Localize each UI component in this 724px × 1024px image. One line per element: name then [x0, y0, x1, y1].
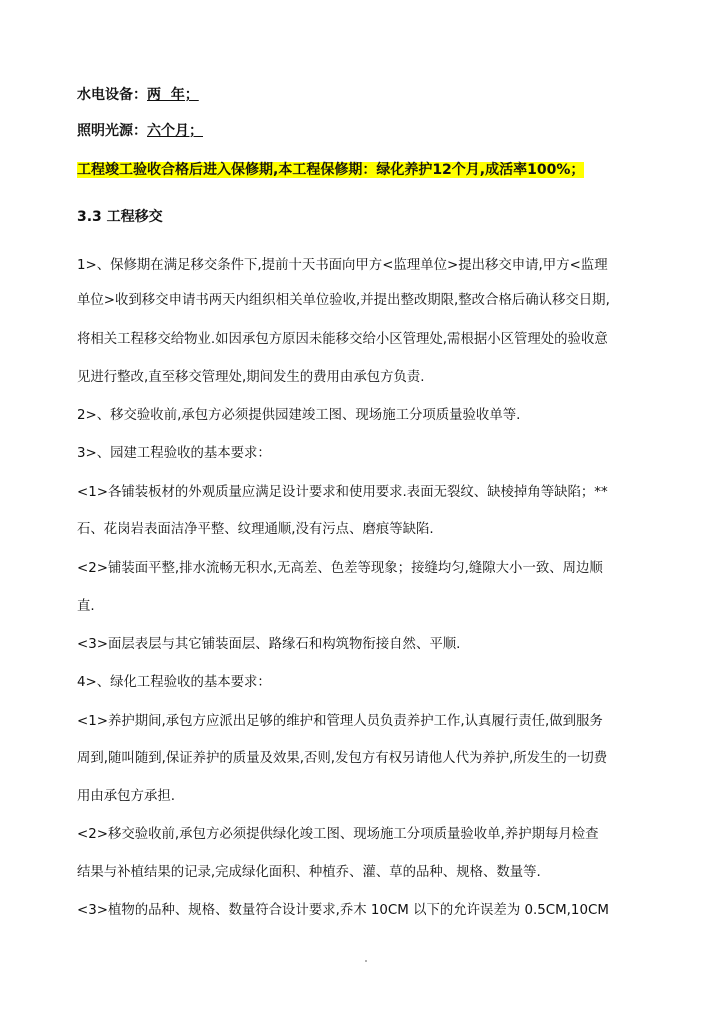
- page-marker: [365, 960, 367, 962]
- body-line: 用由承包方承担.: [77, 789, 175, 804]
- body-line: 2>、移交验收前,承包方必须提供园建竣工图、现场施工分项质量验收单等.: [77, 408, 521, 423]
- warranty-highlight-text: 工程竣工验收合格后进入保修期,本工程保修期：绿化养护12个月,成活率100%；: [77, 162, 585, 178]
- body-line: 4>、绿化工程验收的基本要求：: [77, 675, 271, 690]
- water-electric-warranty: [77, 86, 199, 104]
- body-line: 石、花岗岩表面洁净平整、纹理通顺,没有污点、磨痕等缺陷.: [77, 522, 434, 537]
- water-electric-value: 两 年；: [147, 87, 199, 103]
- section-heading: 3.3 工程移交: [77, 209, 163, 225]
- lighting-value: 六个月；: [147, 123, 203, 139]
- body-line: <3>植物的品种、规格、数量符合设计要求,乔木 10CM 以下的允许误差为 0.5CM,10CM: [77, 903, 609, 918]
- body-line: <1>养护期间,承包方应派出足够的维护和管理人员负责养护工作,认真履行责任,做到服务: [77, 714, 603, 729]
- body-line: 单位>收到移交申请书两天内组织相关单位验收,并提出整改期限,整改合格后确认移交日期,: [77, 293, 610, 308]
- body-line: 1>、保修期在满足移交条件下,提前十天书面向甲方<监理单位>提出移交申请,甲方<监理: [77, 258, 608, 273]
- body-line: 将相关工程移交给物业.如因承包方原因未能移交给小区管理处,需根据小区管理处的验收意: [77, 332, 608, 347]
- body-line: 周到,随叫随到,保证养护的质量及效果,否则,发包方有权另请他人代为养护,所发生的一切费: [77, 751, 608, 766]
- body-line: 直.: [77, 599, 95, 614]
- body-line: 结果与补植结果的记录,完成绿化面积、种植乔、灌、草的品种、规格、数量等.: [77, 865, 541, 880]
- body-line: <1>各铺装板材的外观质量应满足设计要求和使用要求.表面无裂纹、缺棱掉角等缺陷；**: [77, 485, 608, 500]
- body-line: 3>、园建工程验收的基本要求：: [77, 446, 271, 461]
- body-line: 见进行整改,直至移交管理处,期间发生的费用由承包方负责.: [77, 370, 425, 385]
- body-line: <3>面层表层与其它铺装面层、路缘石和构筑物衔接自然、平顺.: [77, 637, 461, 652]
- body-line: <2>移交验收前,承包方必须提供绿化竣工图、现场施工分项质量验收单,养护期每月检查: [77, 827, 599, 842]
- water-electric-label: 水电设备：: [77, 87, 147, 103]
- lighting-label: 照明光源：: [77, 123, 147, 139]
- lighting-warranty: [77, 122, 203, 140]
- body-line: <2>铺装面平整,排水流畅无积水,无高差、色差等现象；接缝均匀,缝隙大小一致、周边顺: [77, 561, 603, 576]
- warranty-highlight: [77, 161, 584, 179]
